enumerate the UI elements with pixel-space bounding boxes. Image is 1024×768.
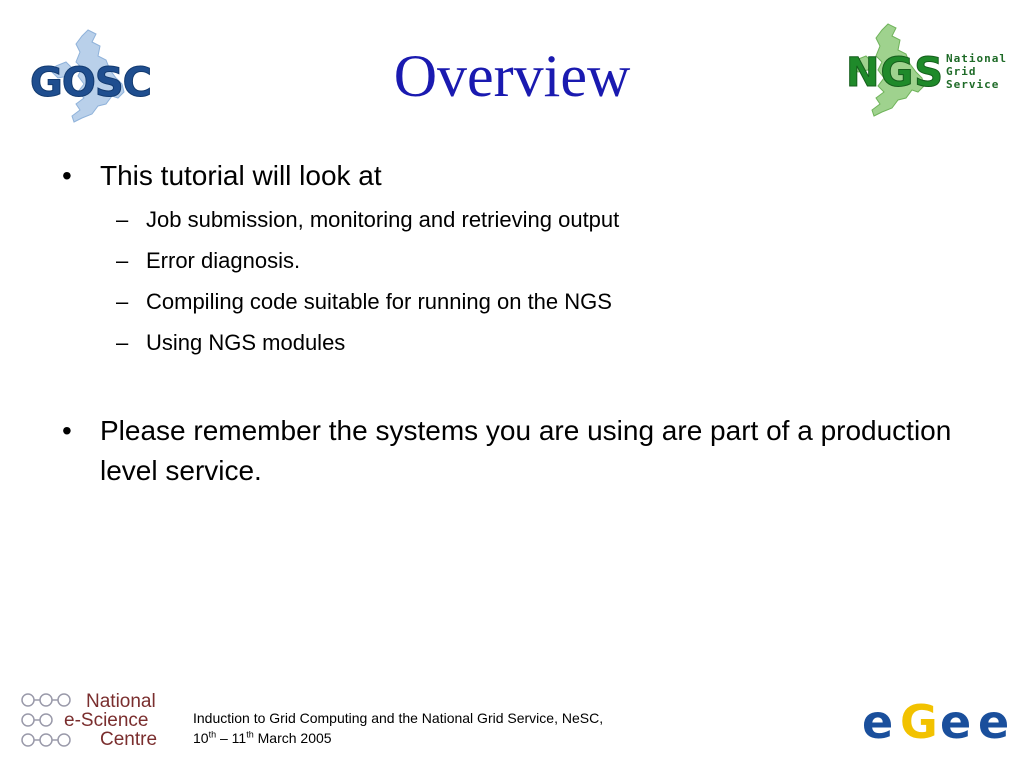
ngs-logo [842,22,1012,120]
footer-line-2 [193,728,753,748]
sub-bullet-marker: – [116,330,129,355]
sub-bullet-marker: – [116,289,129,314]
gosc-wordmark: GOSC [30,60,151,106]
footer-dash: – [216,730,232,746]
sub-bullet-marker: – [116,248,129,273]
sub-bullet-text: Error diagnosis. [146,248,301,273]
ngs-wordmark: NGS [846,50,945,96]
svg-text:e: e [978,698,1010,746]
bullet-text: This tutorial will look at [100,160,382,191]
svg-text:G: G [900,698,938,746]
nesc-line-3: Centre [100,729,158,750]
nesc-line-1: National [86,691,156,712]
bullet-marker: • [62,160,72,191]
svg-text:e: e [940,698,972,746]
footer-line-1: Induction to Grid Computing and the National Grid Service, NeSC, [193,710,604,726]
footer-end-day: 11 [231,730,247,746]
ngs-line-2: Grid [946,65,977,78]
sub-bullet-text: Job submission, monitoring and retrieving output [146,207,620,232]
sub-bullet-text: Compiling code suitable for running on the NGS [146,289,612,314]
nesc-line-2: e-Science [64,710,149,731]
footer-start-suffix: th [208,729,217,740]
bullet-text: Please remember the systems you are using are part of a production level service. [100,415,952,486]
ngs-line-1: National [946,52,1007,65]
footer-text [193,708,753,748]
slide-title: Overview [393,43,631,109]
ngs-line-3: Service [946,78,1000,91]
svg-text:e: e [862,698,894,746]
bullet-marker: • [62,415,72,446]
nesc-logo [20,690,170,752]
footer-start-day: 10 [193,730,209,746]
footer-end-suffix: th [246,729,254,740]
ngs-subtitle [946,52,1007,91]
footer-tail: March 2005 [253,730,332,746]
egee-logo [862,698,1022,746]
sub-bullet-marker: – [116,207,129,232]
sub-bullet-text: Using NGS modules [146,330,346,355]
